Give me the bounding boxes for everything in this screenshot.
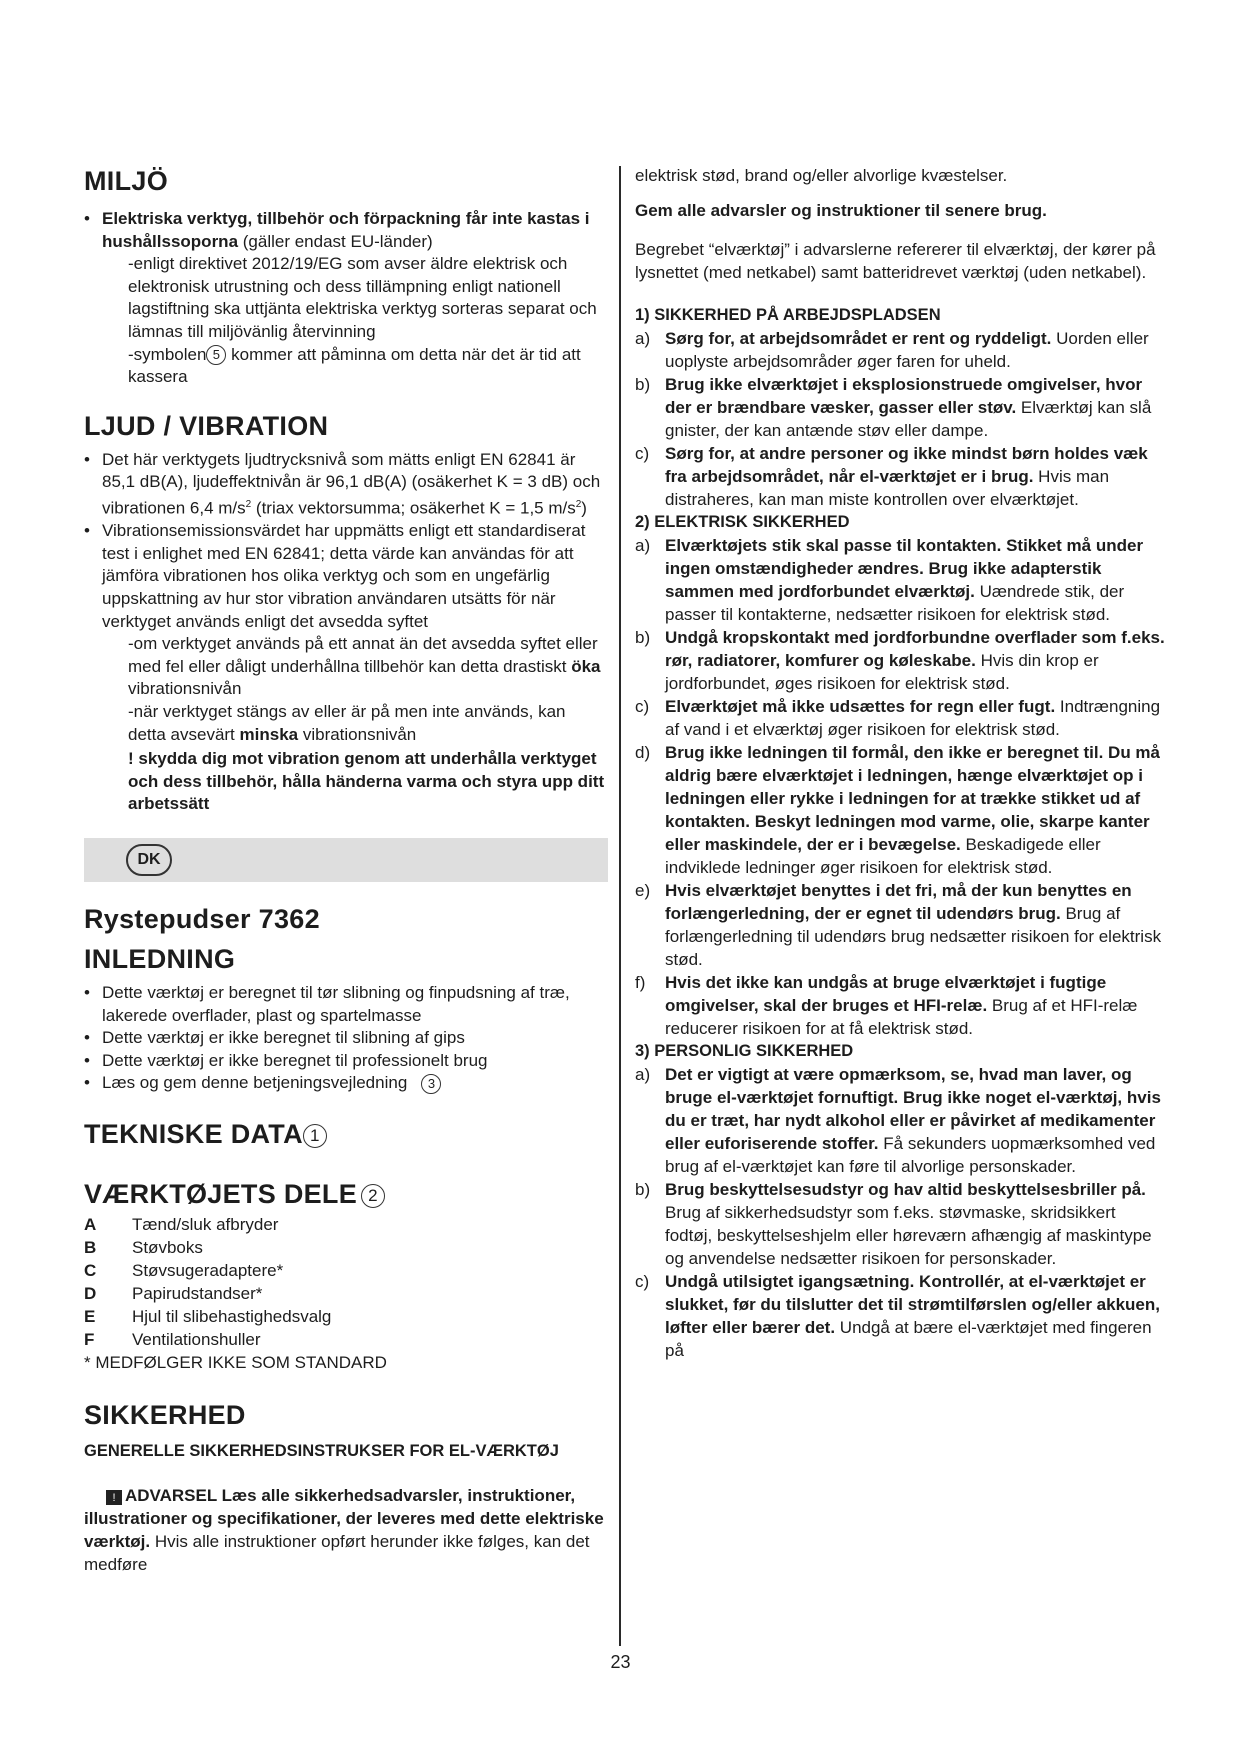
dk-badge: DK [126,844,172,876]
ljud-s2-a: -när verktyget stängs av eller är på men inte används, kan detta avsevärt [128,701,566,744]
item-text: Undgå at bære el-værktøjet med fingeren på [665,1318,1152,1360]
begrebet-paragraph: Begrebet “elværktøj” i advarslerne refererer til elværktøj, der kører på lysnettet (med netkabel) samt batteridrevet værktøj (uden netkabel). [635,240,1156,282]
gem-line: Gem alle advarsler og instruktioner til senere brug. [635,201,1047,220]
safety-sections [635,304,1167,1362]
parts-footnote: * MEDFØLGER IKKE SOM STANDARD [84,1352,387,1372]
item-letter: b) [635,375,651,394]
ljud-sub1 [102,633,608,701]
ljud-heading: LJUD / VIBRATION [84,410,329,441]
ref-5-icon: 5 [206,345,226,365]
section-title: 3) PERSONLIG SIKKERHED [635,1042,854,1060]
right-continuation: elektrisk stød, brand og/eller alvorlige kvæstelser. [635,166,1008,185]
item-letter: c) [635,697,650,716]
miljo-list [84,208,608,389]
dele-title: VÆRKTØJETS DELE [84,1178,358,1209]
item-text: Uændrede stik, der passer til kontakterne, nedsætter risikoen for elektrisk stød. [665,582,1125,624]
parts-key: E [84,1306,96,1326]
item-bold-text: Brug beskyttelsesudstyr og hav altid beskyttelsesbriller på. [665,1180,1146,1199]
inledning-item-2: • Dette værktøj er ikke beregnet til slibning af gips [84,1027,608,1050]
item-text: Få sekunders uopmærksomhed ved brug af el-værktøjet kan føre til alvorlige personskader. [665,1134,1156,1176]
parts-row [84,1213,331,1236]
ljud-bullet-2 [84,520,608,816]
tekniske-title: TEKNISKE DATA [84,1118,303,1149]
item-text: Brug af sikkerhedsudstyr som f.eks. støvmaske, skridsikkert fodtøj, beskyttelseshjelm eller høreværn afhængig af maskintype og anvendelse nedsætter risikoen for personskader. [665,1203,1152,1268]
right-column [635,164,1167,1362]
language-band [84,838,608,882]
parts-value: Tænd/sluk afbryder [132,1214,279,1234]
ljud-s1-bold: öka [571,656,601,676]
ref-3-icon: 3 [421,1074,441,1094]
item-bold-text: Undgå kropskontakt med jordforbundne overflader som f.eks. rør, radiatorer, komfurer og køleskabe. [665,628,1165,670]
inledning-item-1: • Dette værktøj er beregnet til tør slibning og finpudsning af træ, lakerede overflader, plast og spartelmasse [84,982,608,1027]
inledning-item-4-text: Læs og gem denne betjeningsvejledning [102,1073,408,1093]
miljo-bullet-rest: (gäller endast EU-länder) [238,231,433,251]
parts-value: Ventilationshuller [132,1329,261,1349]
item-text: Hvis din krop er jordforbundet, øges risikoen for elektrisk stød. [665,651,1099,693]
ljud-warning: ! skydda dig mot vibration genom att underhålla verktyget och dess tillbehör, hålla händerna varma och styra upp ditt arbetssätt [128,749,605,814]
parts-row [84,1305,331,1328]
item-bold-text: Sørg for, at andre personer og ikke mindst børn holdes væk fra arbejdsområdet, når el-værktøjet er i brug. [665,444,1148,486]
parts-table [84,1213,331,1351]
item-bold-text: Det er vigtigt at være opmærksom, se, hvad man laver, og bruge el-værktøjet fornuftigt. Brug ikke noget el-værktøj, hvis du er træt, har nydt alkohol eller er påvirket af medikamenter eller euforiserende stoffer. [665,1065,1161,1153]
item-text: Elværktøj kan slå gnister, der kan antænde støv eller dampe. [665,398,1152,440]
inledning-item-3: • Dette værktøj er ikke beregnet til professionelt brug [84,1050,608,1073]
ref-1-icon: 1 [303,1124,327,1148]
ljud-b1-sup2: 2 [575,498,582,510]
parts-key: F [84,1329,95,1349]
safety-item [635,695,1167,741]
safety-item [635,626,1167,695]
parts-row [84,1328,331,1351]
miljo-sub1: -enligt direktivet 2012/19/EG som avser äldre elektrisk och elektronisk utrustning och dess tillämpning enligt nationell lagstiftning ska uttjänta elektriska verktyg sorteras separat och lämnas till miljövänlig återvinning [128,254,597,341]
parts-row [84,1259,331,1282]
ljud-s1-a: -om verktyget används på ett annat än det avsedda syftet eller med fel eller dåligt underhållna tillbehör kan detta drastiskt [128,634,598,676]
ljud-b1-b: (triax vektorsumma; osäkerhet K = 1,5 m/s [251,498,576,518]
safety-item [635,327,1167,373]
item-letter: d) [635,743,651,762]
safety-item [635,442,1167,511]
safety-item [635,741,1167,879]
ljud-b2: Vibrationsemissionsvärdet har uppmätts enligt ett standardiserat test i enlighet med EN 62841; detta värde kan användas för att jämföra vibrationen hos olika verktyg och som en ungefärlig uppskattning av hur stor vibration användaren utsätts för när verktyget används enligt det avsedda syftet [102,521,586,631]
safety-item [635,534,1167,626]
item-letter: a) [635,1065,651,1084]
item-bold-text: Elværktøjets stik skal passe til kontakten. Stikket må under ingen omstændigheder ændres. Brug ikke adapterstik sammen med jordforbundet elværktøj. [665,536,1144,601]
ljud-b1-c: ) [581,498,587,518]
parts-value: Papirudstandser* [132,1283,263,1303]
parts-key: D [84,1283,97,1303]
miljo-sub2 [102,344,608,389]
column-divider [619,166,621,1646]
item-bold-text: Hvis elværktøjet benyttes i det fri, må der kun benyttes en forlængerledning, der er egnet til udendørs brug. [665,881,1132,923]
ljud-s2-bold: minska [239,724,299,744]
inledning-list [84,982,608,1095]
item-letter: c) [635,1272,650,1291]
sikkerhed-subtitle: GENERELLE SIKKERHEDSINSTRUKSER FOR EL-VÆRKTØJ [84,1441,559,1460]
item-letter: b) [635,628,651,647]
item-letter: f) [635,973,646,992]
item-bold-text: Elværktøjet må ikke udsættes for regn eller fugt. [665,697,1056,716]
ref-2-icon: 2 [361,1184,385,1208]
inledning-heading: INLEDNING [84,943,236,974]
item-bold-text: Undgå utilsigtet igangsætning. Kontrollér, at el-værktøjet er slukket, før du tilslutter det til strømtilførslen og/eller akkuen, løfter eller bærer det. [665,1272,1160,1337]
parts-value: Støvboks [132,1237,203,1257]
item-letter: a) [635,536,651,555]
item-letter: c) [635,444,650,463]
item-bold-text: Hvis det ikke kan undgås at bruge elværktøjet i fugtige omgivelser, skal der bruges et HFI-relæ. [665,973,1107,1015]
section-title: 2) ELEKTRISK SIKKERHED [635,513,850,531]
safety-item [635,1270,1167,1362]
ljud-list [84,449,608,816]
item-text: Brug af forlængerledning til udendørs brug nedsætter risikoen for elektrisk stød. [665,904,1162,969]
safety-item [635,1178,1167,1270]
parts-row [84,1282,331,1305]
item-text: Indtrængning af vand i et elværktøj øger risikoen for elektrisk stød. [665,697,1161,739]
inledning-item-4 [84,1072,608,1095]
parts-key: B [84,1237,97,1257]
parts-value: Hjul til slibehastighedsvalg [132,1306,332,1326]
sikkerhed-warning-bold: ADVARSEL Læs alle sikkerhedsadvarsler, instruktioner, illustrationer og specifikationer, der leveres med dette elektriske værktøj. [84,1485,604,1551]
parts-key: C [84,1260,97,1280]
ljud-s1-b: vibrationsnivån [128,679,242,699]
miljo-bullet [84,208,608,389]
item-letter: a) [635,329,651,348]
section-title: 1) SIKKERHED PÅ ARBEJDSPLADSEN [635,306,941,324]
miljo-heading: MILJÖ [84,166,169,196]
left-column [84,164,608,1576]
tekniske-heading [84,1117,608,1151]
item-text: Hvis man distraheres, kan man miste kontrollen over elværktøjet. [665,467,1110,509]
ljud-sub2 [102,701,608,746]
warning-triangle-icon: ! [106,1490,122,1505]
sikkerhed-heading: SIKKERHED [84,1399,246,1430]
page-number: 23 [610,1652,631,1672]
safety-item [635,971,1167,1040]
ljud-bullet-1 [84,449,608,520]
miljo-bullet-bold: Elektriska verktyg, tillbehör och förpackning får inte kastas i hushållssoporna [102,209,590,251]
item-text: Brug af et HFI-relæ reducerer risikoen for at få elektrisk stød. [665,996,1138,1038]
parts-row [84,1236,331,1259]
item-text: Beskadigede eller indviklede ledninger øger risikoen for elektrisk stød. [665,835,1101,877]
sikkerhed-warning-rest: Hvis alle instruktioner opført herunder ikke følges, kan det medføre [84,1531,590,1574]
parts-value: Støvsugeradaptere* [132,1260,284,1280]
miljo-sub2-a: -symbolen [128,344,207,364]
ljud-b1-sup1: 2 [245,498,252,510]
product-title: Rystepudser 7362 [84,903,320,934]
sikkerhed-warning [84,1484,608,1576]
safety-item [635,373,1167,442]
parts-key: A [84,1214,97,1234]
ljud-s2-b: vibrationsnivån [298,724,417,744]
item-bold-text: Brug ikke elværktøjet i eksplosionstruede omgivelser, hvor der er brændbare væsker, gasser eller støv. [665,375,1143,417]
safety-item [635,879,1167,971]
item-bold-text: Brug ikke ledningen til formål, den ikke er beregnet til. Du må aldrig bære elværktøjet i ledningen, hænge elværktøjet op i ledningen eller rykke i ledningen for at trække stikket ud af kontakten. Beskyt ledningen mod varme, olie, skarpe kanter eller maskindele, der er i bevægelse. [665,743,1161,854]
miljo-sub2-b: kommer att påminna om detta när det är tid att kassera [128,344,581,387]
item-letter: b) [635,1180,651,1199]
dele-heading [84,1177,608,1211]
item-letter: e) [635,881,651,900]
item-text: Uorden eller uoplyste arbejdsområder øger faren for uheld. [665,329,1149,371]
item-bold-text: Sørg for, at arbejdsområdet er rent og ryddeligt. [665,329,1052,348]
ljud-b1-a: Det här verktygets ljudtrycksnivå som mätts enligt EN 62841 är 85,1 dB(A), ljudeffektnivån är 96,1 dB(A) (osäkerhet K = 3 dB) och vibrationen 6,4 m/s [102,449,601,518]
safety-item [635,1063,1167,1178]
